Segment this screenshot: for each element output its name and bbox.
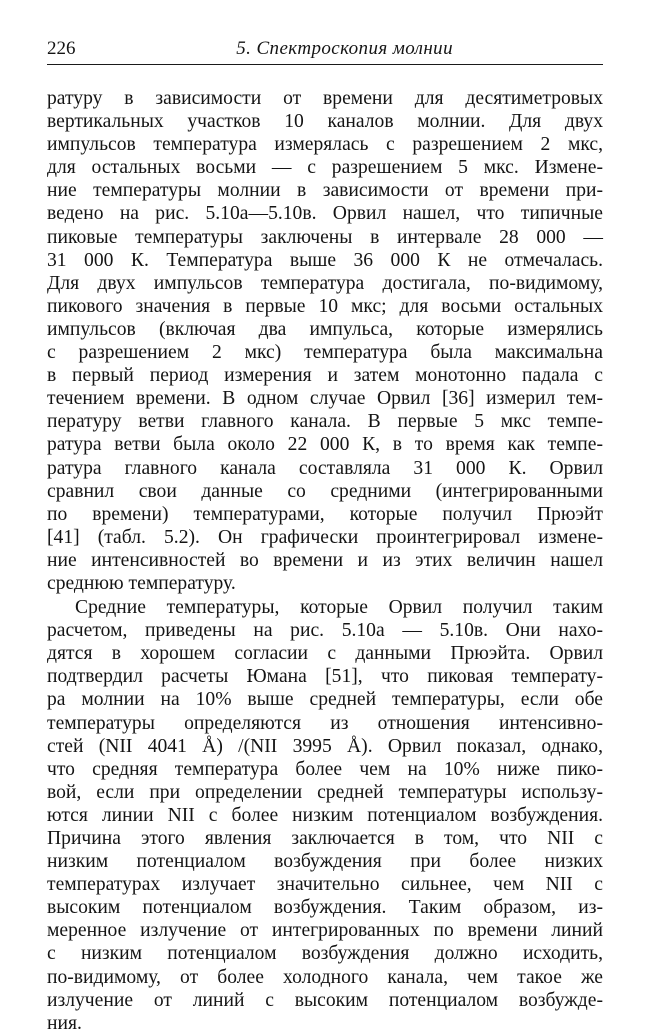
text-line: с разрешением 2 мкс) температура была максимальна xyxy=(47,342,603,364)
text-line: импульсов температура измерялась с разрешением 2 мкс, xyxy=(47,134,603,156)
text-line: для остальных восьми — с разрешением 5 мкс. Измене- xyxy=(47,157,603,179)
paragraph xyxy=(47,87,603,595)
text-line: дятся в хорошем согласии с данными Прюэйта. Орвил xyxy=(47,643,603,665)
text-line: ются линии NII с более низким потенциалом возбуждения. xyxy=(47,804,603,826)
text-line: подтвердил расчеты Юмана [51], что пиковая температу- xyxy=(47,666,603,688)
text-line: Причина этого явления заключается в том, что NII с xyxy=(47,828,603,849)
text-line: Для двух импульсов температура достигала, по-видимому, xyxy=(47,272,603,294)
text-line: по-видимому, от более холодного канала, чем такое же xyxy=(47,966,603,988)
text-line: высоким потенциалом возбуждения. Таким образом, из- xyxy=(47,897,603,919)
text-line: пературу ветви главного канала. В первые 5 мкс темпе- xyxy=(47,411,603,433)
paragraph xyxy=(47,596,603,1035)
text-line: ния. xyxy=(47,1012,82,1034)
text-line: импульсов (включая два импульса, которые измерялись xyxy=(47,318,603,340)
text-line: 31 000 К. Температура выше 36 000 К не отмечалась. xyxy=(47,249,603,271)
text-line: низким потенциалом возбуждения при более низких xyxy=(47,851,603,873)
text-line: течением времени. В одном случае Орвил [36] измерил тем- xyxy=(47,388,603,410)
page-number: 226 xyxy=(47,38,76,59)
text-line: по времени) температурами, которые получил Прюэйт xyxy=(47,503,603,525)
text-line: ратура ветви была около 22 000 К, в то время как темпе- xyxy=(47,434,603,456)
running-title: 5. Спектроскопия молнии xyxy=(236,38,453,59)
text-line: температуры определяются из отношения интенсивно- xyxy=(47,712,603,734)
text-line: ра молнии на 10% выше средней температуры, если обе xyxy=(47,689,603,711)
text-line: температурах излучает значительно сильнее, чем NII с xyxy=(47,874,603,896)
text-line: меренное излучение от интегрированных по времени линий xyxy=(47,920,603,942)
text-line: [41] (табл. 5.2). Он графически проинтегрировал измене- xyxy=(47,526,603,548)
text-line: пикового значения в первые 10 мкс; для восьми остальных xyxy=(47,295,603,317)
text-line: что средняя температура более чем на 10% ниже пико- xyxy=(47,758,603,780)
text-line: с низким потенциалом возбуждения должно исходить, xyxy=(47,943,603,965)
text-line: ние температуры молнии в зависимости от времени при- xyxy=(47,180,603,202)
text-line: пиковые температуры заключены в интервале 28 000 — xyxy=(47,226,603,248)
text-line: сравнил свои данные со средними (интегрированными xyxy=(47,480,603,502)
text-line: ние интенсивностей во времени и из этих величин нашел xyxy=(47,549,603,571)
text-line: Средние температуры, которые Орвил получил таким xyxy=(75,597,603,619)
text-line: расчетом, приведены на рис. 5.10а — 5.10в. Они нахо- xyxy=(47,620,603,642)
page-header xyxy=(47,38,603,65)
text-line: в первый период измерения и затем монотонно падала с xyxy=(47,365,603,387)
text-line: среднюю температуру. xyxy=(47,572,236,594)
text-line: вертикальных участков 10 каналов молнии. Для двух xyxy=(47,111,603,133)
text-line: стей (NII 4041 Å) /(NII 3995 Å). Орвил показал, однако, xyxy=(47,735,603,757)
body-text xyxy=(47,87,603,1035)
text-line: ратура главного канала составляла 31 000 К. Орвил xyxy=(47,457,603,479)
text-line: ведено на рис. 5.10а—5.10в. Орвил нашел, что типичные xyxy=(47,203,603,225)
text-line: вой, если при определении средней температуры использу- xyxy=(47,781,603,803)
text-line: излучение от линий с высоким потенциалом возбужде- xyxy=(47,989,603,1011)
text-line: ратуру в зависимости от времени для десятиметровых xyxy=(47,88,603,109)
